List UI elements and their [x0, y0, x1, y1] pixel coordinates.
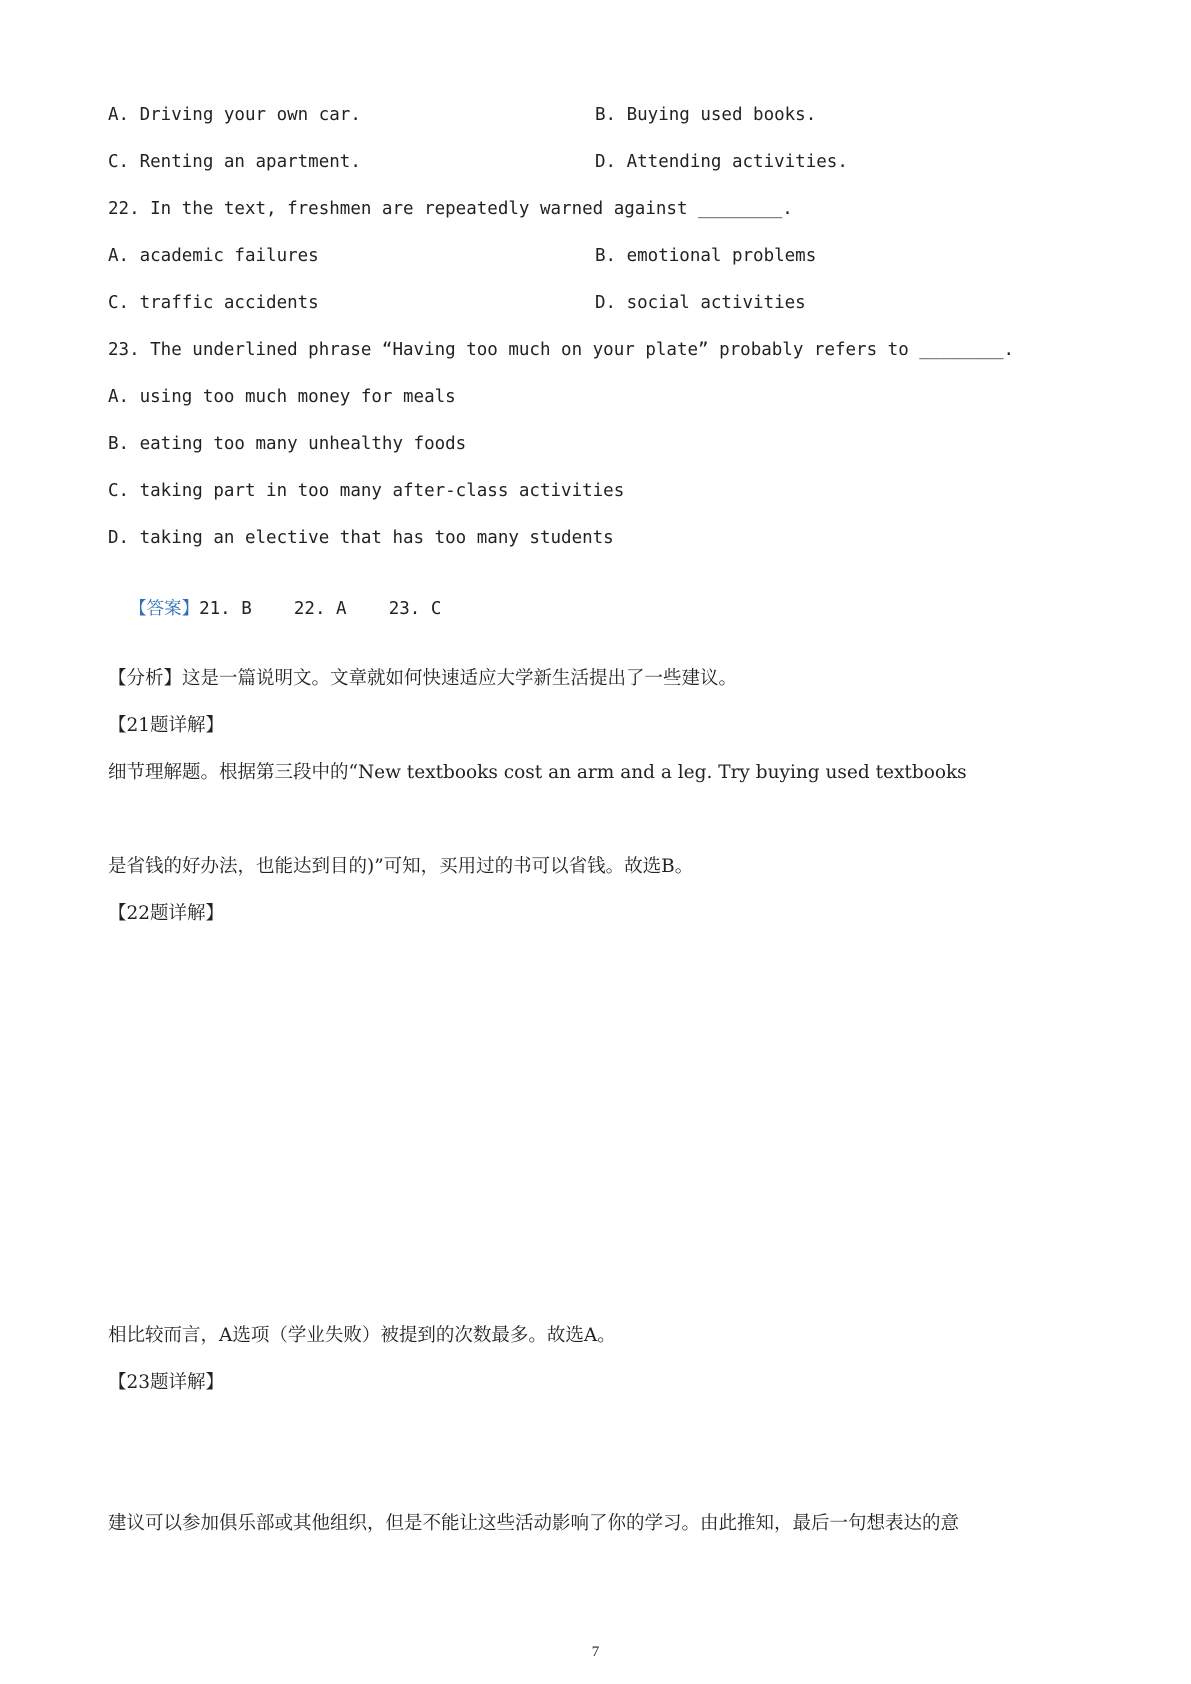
q21-option-b: B. Buying used books.	[595, 105, 817, 125]
q23-stem: 23. The underlined phrase “Having too much on your plate” probably refers to ________.	[108, 340, 1015, 360]
q23-detail-line: 建议可以参加俱乐部或其他组织，但是不能让这些活动影响了你的学习。由此推知，最后一句想表达的意	[108, 1513, 960, 1534]
q21-option-d: D. Attending activities.	[595, 152, 848, 172]
q22-detail-line: 相比较而言，A选项（学业失败）被提到的次数最多。故选A。	[108, 1325, 616, 1346]
q21-detail-line: 细节理解题。根据第三段中的“New textbooks cost an arm and a leg. Try buying used textbooks	[108, 762, 967, 783]
q22-option-c: C. traffic accidents	[108, 293, 319, 313]
q22-option-b: B. emotional problems	[595, 246, 817, 266]
q22-stem: 22. In the text, freshmen are repeatedly warned against ________.	[108, 199, 793, 219]
q21-option-c: C. Renting an apartment.	[108, 152, 361, 172]
page-number: 7	[591, 1644, 600, 1660]
q22-option-a: A. academic failures	[108, 246, 319, 266]
answer-line	[108, 573, 441, 621]
q21-detail-line: 是省钱的好办法，也能达到目的)”可知，买用过的书可以省钱。故选B。	[108, 856, 694, 877]
q22-detail-heading: 【22题详解】	[108, 903, 225, 924]
q23-option-c: C. taking part in too many after-class activities	[108, 481, 625, 501]
answer-text: 21. B 22. A 23. C	[199, 599, 442, 619]
q23-option-d: D. taking an elective that has too many students	[108, 528, 614, 548]
q23-option-b: B. eating too many unhealthy foods	[108, 434, 467, 454]
q21-detail-heading: 【21题详解】	[108, 715, 225, 736]
q22-option-d: D. social activities	[595, 293, 806, 313]
q23-detail-heading: 【23题详解】	[108, 1372, 225, 1393]
q21-option-a: A. Driving your own car.	[108, 105, 361, 125]
analysis-summary: 【分析】这是一篇说明文。文章就如何快速适应大学新生活提出了一些建议。	[108, 668, 738, 689]
answer-tag: 【答案】	[129, 599, 200, 619]
q23-option-a: A. using too much money for meals	[108, 387, 456, 407]
